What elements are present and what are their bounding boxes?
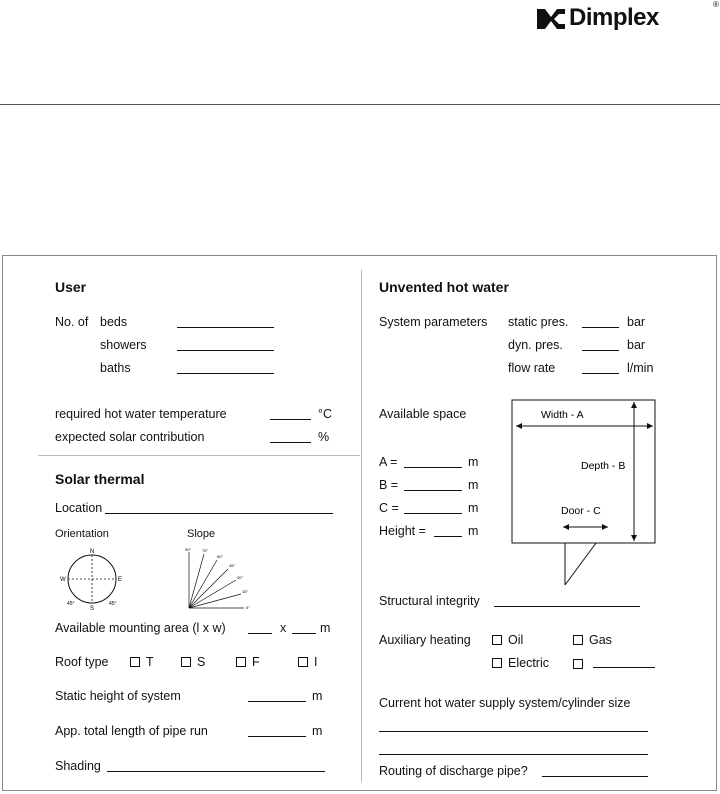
- a-field[interactable]: [404, 456, 462, 468]
- temp-label: required hot water temperature: [55, 407, 227, 421]
- no-of-label: No. of: [55, 315, 89, 329]
- location-label: Location: [55, 501, 103, 515]
- roof-option-label: F: [252, 655, 260, 669]
- location-field[interactable]: [105, 502, 333, 514]
- static-height-field[interactable]: [248, 690, 306, 702]
- slope-angle-45: 45°: [229, 563, 236, 568]
- solar-contribution-unit: %: [318, 430, 330, 444]
- slope-angle-90: 90°: [185, 547, 192, 552]
- header-rule: [0, 104, 720, 105]
- width-a-label: Width - A: [541, 409, 584, 421]
- roof-option-t[interactable]: [130, 655, 154, 669]
- compass-w: W: [60, 577, 66, 583]
- beds-field[interactable]: [177, 316, 274, 328]
- slope-label: Slope: [187, 528, 216, 540]
- solar-heading: Solar thermal: [55, 471, 145, 487]
- mounting-area-label: Available mounting area (l x w): [55, 621, 226, 635]
- roof-option-s[interactable]: [181, 655, 205, 669]
- mounting-x: x: [280, 621, 287, 635]
- b-label: B =: [379, 478, 399, 492]
- aux-option-oil[interactable]: [492, 633, 523, 647]
- dyn-pres-unit: bar: [627, 338, 646, 352]
- height-field[interactable]: [434, 525, 462, 537]
- aux-option-gas[interactable]: [573, 633, 612, 647]
- section-divider: [38, 455, 360, 456]
- showers-label: showers: [100, 338, 147, 352]
- shading-label: Shading: [55, 759, 101, 773]
- current-supply-label: Current hot water supply system/cylinder size: [379, 696, 631, 710]
- baths-label: baths: [100, 361, 131, 375]
- checkbox-icon: [492, 658, 502, 668]
- beds-label: beds: [100, 315, 128, 329]
- orientation-compass: [55, 546, 135, 612]
- showers-field[interactable]: [177, 339, 274, 351]
- registered-mark: ®: [713, 0, 719, 9]
- checkbox-icon: [236, 657, 246, 667]
- aux-heating-label: Auxiliary heating: [379, 633, 471, 647]
- mounting-width-field[interactable]: [292, 622, 316, 634]
- flow-rate-unit: l/min: [627, 361, 654, 375]
- temp-field[interactable]: [270, 408, 311, 420]
- pipe-run-label: App. total length of pipe run: [55, 724, 208, 738]
- aux-option-electric[interactable]: [492, 656, 549, 670]
- roof-option-i[interactable]: [298, 655, 317, 669]
- checkbox-icon: [573, 635, 583, 645]
- structural-field[interactable]: [494, 595, 640, 607]
- compass-s: S: [89, 606, 95, 612]
- checkbox-icon: [492, 635, 502, 645]
- dyn-pres-label: dyn. pres.: [508, 338, 563, 352]
- system-params-label: System parameters: [379, 315, 488, 329]
- flow-rate-field[interactable]: [582, 362, 619, 374]
- checkbox-icon: [298, 657, 308, 667]
- checkbox-icon: [130, 657, 140, 667]
- roof-option-label: T: [146, 655, 154, 669]
- checkbox-icon: [181, 657, 191, 667]
- current-supply-field-2[interactable]: [379, 743, 648, 755]
- height-label: Height =: [379, 524, 426, 538]
- roof-type-label: Roof type: [55, 655, 109, 669]
- mounting-unit: m: [320, 621, 331, 635]
- aux-other-field[interactable]: [593, 656, 655, 668]
- brand-name: Dimplex: [569, 4, 659, 31]
- a-label: A =: [379, 455, 398, 469]
- available-space-label: Available space: [379, 407, 467, 421]
- dimplex-logo: [533, 0, 720, 36]
- baths-field[interactable]: [177, 362, 274, 374]
- roof-option-label: I: [314, 655, 318, 669]
- height-unit: m: [468, 524, 479, 538]
- slope-angle-75: 75°: [202, 548, 209, 553]
- slope-angle-15: 15°: [242, 589, 249, 594]
- c-label: C =: [379, 501, 399, 515]
- static-height-unit: m: [312, 689, 323, 703]
- temp-unit: °C: [318, 407, 333, 421]
- user-heading: User: [55, 279, 87, 295]
- slope-angle-0: 0°: [246, 605, 250, 610]
- aux-option-label: Gas: [589, 633, 612, 647]
- static-pres-field[interactable]: [582, 316, 619, 328]
- c-field[interactable]: [404, 502, 462, 514]
- mounting-length-field[interactable]: [248, 622, 272, 634]
- aux-option-label: Oil: [508, 633, 524, 647]
- b-unit: m: [468, 478, 479, 492]
- structural-label: Structural integrity: [379, 594, 480, 608]
- shading-field[interactable]: [107, 760, 325, 772]
- static-pres-label: static pres.: [508, 315, 569, 329]
- orientation-label: Orientation: [55, 528, 109, 540]
- roof-option-label: S: [197, 655, 206, 669]
- routing-field[interactable]: [542, 765, 648, 777]
- unvented-heading: Unvented hot water: [379, 279, 509, 295]
- slope-angle-60: 60°: [217, 554, 224, 559]
- dimplex-mark-icon: [535, 7, 567, 31]
- column-divider: [361, 270, 362, 782]
- compass-se: 45°: [109, 601, 117, 607]
- b-field[interactable]: [404, 479, 462, 491]
- pipe-run-field[interactable]: [248, 725, 306, 737]
- space-diagram: [505, 396, 665, 592]
- checkbox-icon: [573, 659, 583, 669]
- current-supply-field-1[interactable]: [379, 720, 648, 732]
- slope-angle-30: 30°: [237, 575, 244, 580]
- compass-sw: 45°: [67, 601, 75, 607]
- depth-b-label: Depth - B: [581, 460, 626, 472]
- compass-n: N: [89, 549, 95, 555]
- compass-e: E: [118, 577, 123, 583]
- static-height-label: Static height of system: [55, 689, 181, 703]
- c-unit: m: [468, 501, 479, 515]
- roof-option-f[interactable]: [236, 655, 260, 669]
- solar-contribution-label: expected solar contribution: [55, 430, 205, 444]
- door-c-label: Door - C: [561, 505, 601, 517]
- aux-option-other[interactable]: [573, 656, 655, 671]
- flow-rate-label: flow rate: [508, 361, 556, 375]
- aux-option-label: Electric: [508, 656, 549, 670]
- static-pres-unit: bar: [627, 315, 646, 329]
- slope-diagram: [184, 546, 254, 612]
- a-unit: m: [468, 455, 479, 469]
- routing-label: Routing of discharge pipe?: [379, 764, 528, 778]
- solar-contribution-field[interactable]: [270, 431, 311, 443]
- dyn-pres-field[interactable]: [582, 339, 619, 351]
- pipe-run-unit: m: [312, 724, 323, 738]
